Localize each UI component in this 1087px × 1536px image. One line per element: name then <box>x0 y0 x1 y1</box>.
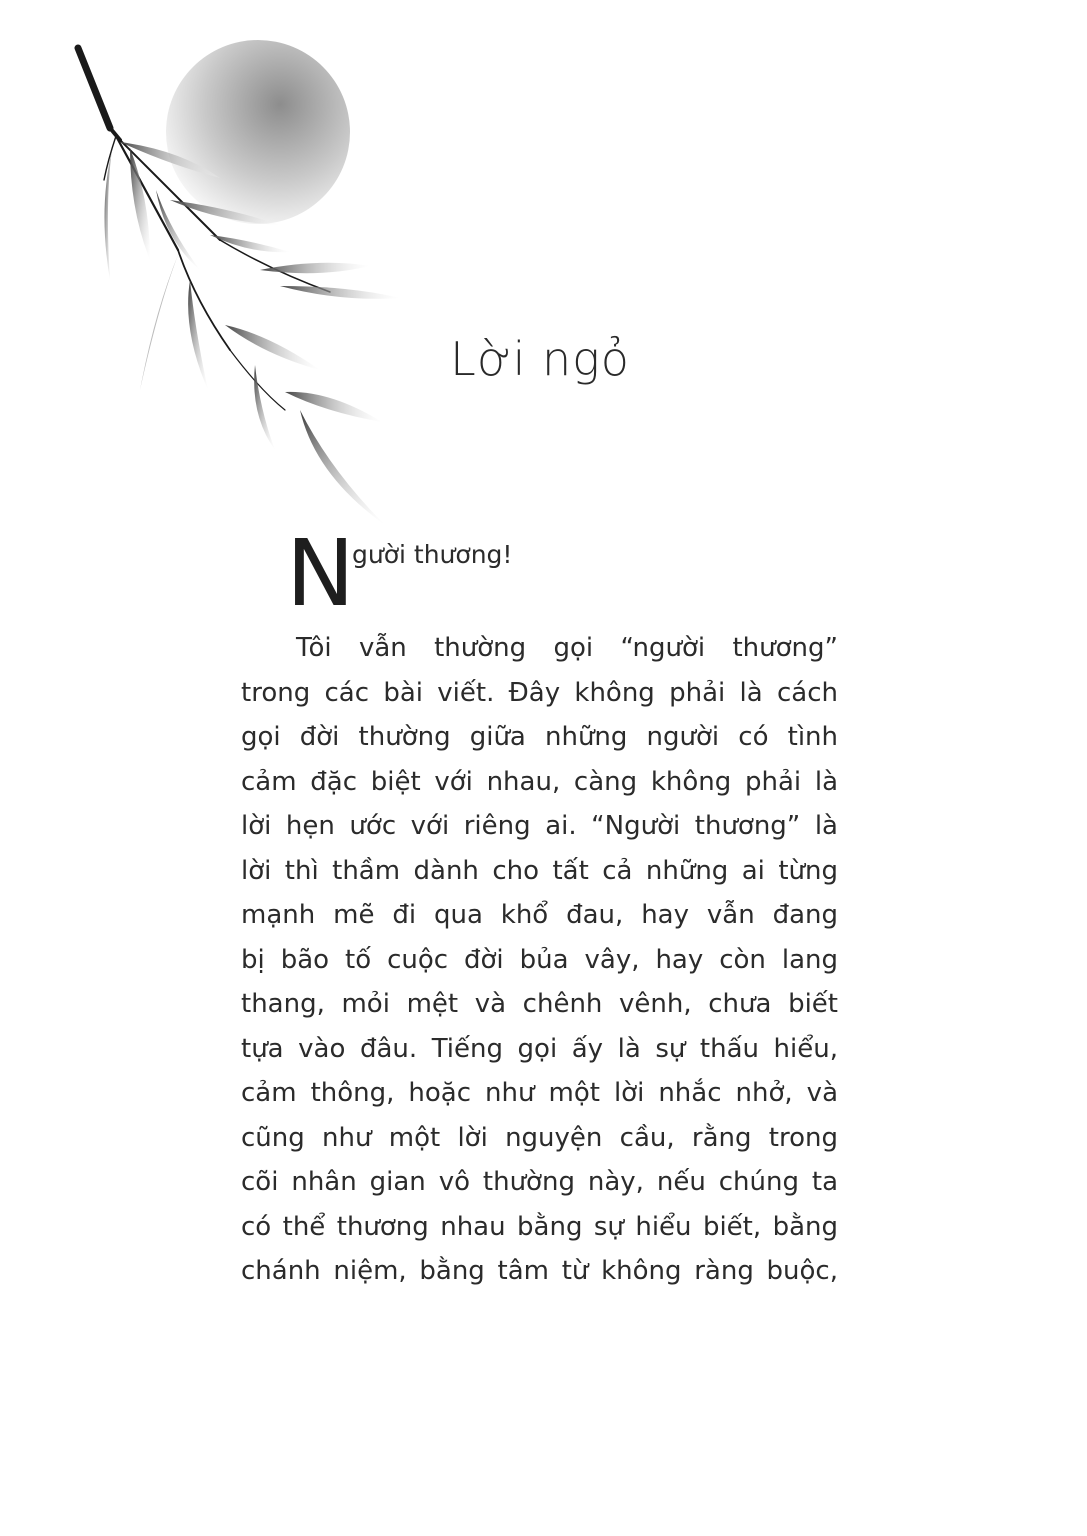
body-line: cảm thông, hoặc như một lời nhắc nhở, và <box>241 1078 838 1108</box>
body-line: lời hẹn ước với riêng ai. “Người thương” là <box>241 811 838 841</box>
body-line: tựa vào đâu. Tiếng gọi ấy là sự thấu hiểu, <box>241 1033 838 1064</box>
chapter-title: Lời ngỏ <box>450 332 630 386</box>
moon <box>166 40 350 224</box>
moon-and-willow-branch-illustration <box>60 30 420 530</box>
body-line: trong các bài viết. Đây không phải là cách <box>241 677 838 708</box>
body-line: cõi nhân gian vô thường này, nếu chúng ta <box>241 1167 838 1197</box>
body-line: cũng như một lời nguyện cầu, rằng trong <box>241 1122 838 1153</box>
salutation: gười thương! <box>352 540 513 569</box>
body-line: Tôi vẫn thường gọi “người thương” <box>296 633 838 663</box>
body-line: chánh niệm, bằng tâm từ không ràng buộc, <box>241 1256 838 1286</box>
body-line: thang, mỏi mệt và chênh vênh, chưa biết <box>241 989 838 1019</box>
body-line: cảm đặc biệt với nhau, càng không phải là <box>241 766 838 797</box>
body-line: mạnh mẽ đi qua khổ đau, hay vẫn đang <box>241 900 838 930</box>
body-line: lời thì thầm dành cho tất cả những ai từng <box>241 855 838 886</box>
body-line: gọi đời thường giữa những người có tình <box>241 722 838 752</box>
drop-cap-letter: N <box>286 520 355 627</box>
body-line: bị bão tố cuộc đời bủa vây, hay còn lang <box>241 944 838 975</box>
body-paragraph <box>241 626 838 1294</box>
body-line: có thể thương nhau bằng sự hiểu biết, bằng <box>241 1211 838 1242</box>
